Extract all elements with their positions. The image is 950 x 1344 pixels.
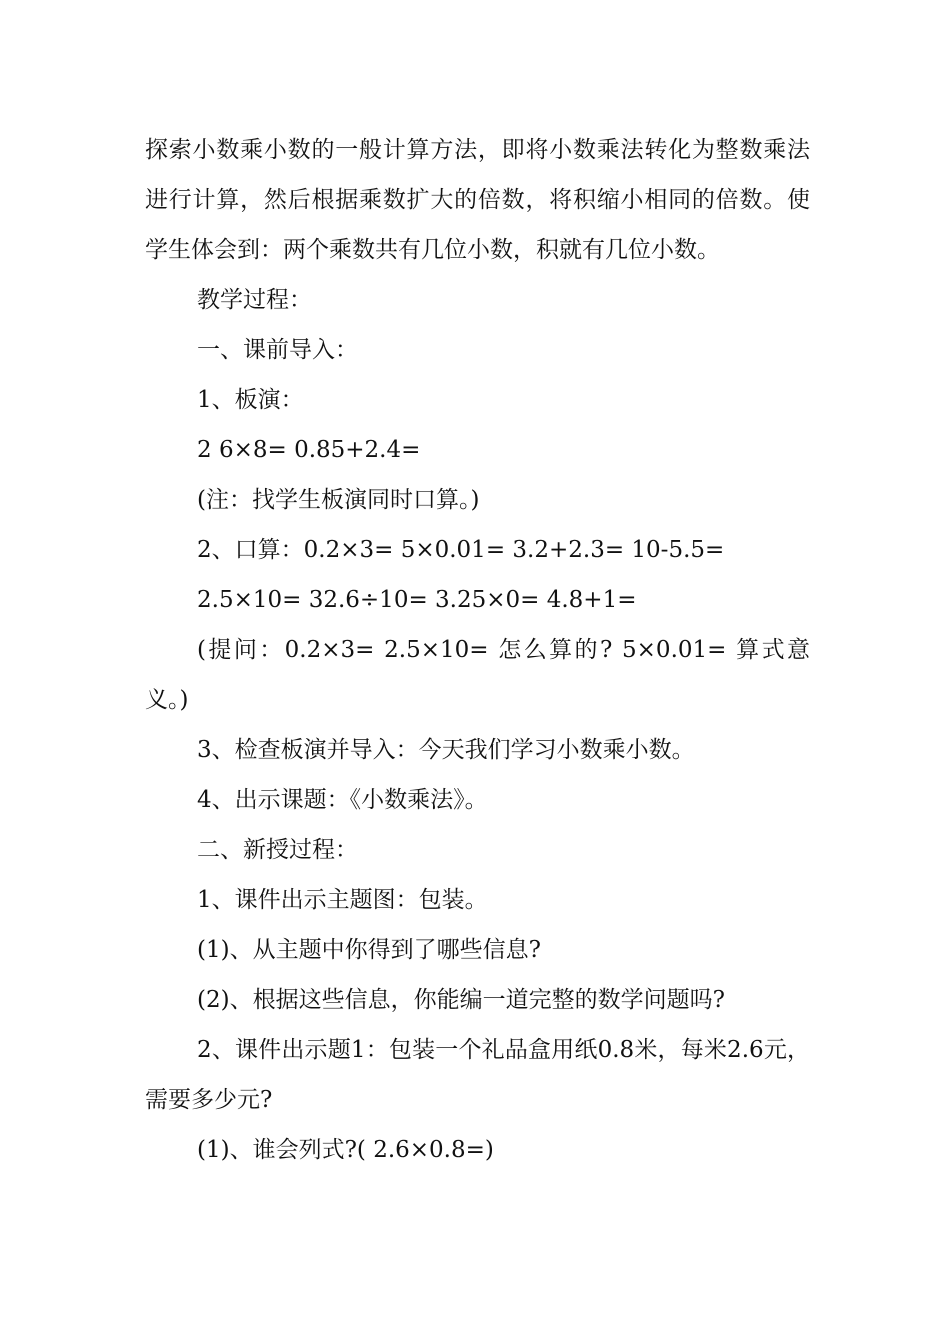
item-board-demo: 1、板演： xyxy=(197,387,304,413)
board-demo-expressions: 2 6×8= 0.85+2.4= xyxy=(197,437,421,463)
heading-new-lesson: 二、新授过程： xyxy=(197,837,358,863)
heading-pre-class-intro: 一、课前导入： xyxy=(197,337,358,363)
sub-item-information: (1)、从主题中你得到了哪些信息? xyxy=(197,937,541,963)
item-check-and-intro: 3、检查板演并导入：今天我们学习小数乘小数。 xyxy=(197,737,695,763)
item-show-topic: 4、出示课题：《小数乘法》。 xyxy=(197,787,488,813)
sub-item-write-expression: (1)、谁会列式?( 2.6×0.8=) xyxy=(197,1137,494,1163)
sub-item-compose-question: (2)、根据这些信息，你能编一道完整的数学问题吗? xyxy=(197,987,725,1013)
intro-paragraph: 探索小数乘小数的一般计算方法，即将小数乘法转化为整数乘法进行计算，然后根据乘数扩大的倍数，将积缩小相同的倍数。使学生体会到：两个乘数共有几位小数，积就有几位小数。 xyxy=(145,137,810,263)
section-teaching-process: 教学过程： xyxy=(197,287,312,313)
item-oral-calc: 2、口算：0.2×3= 5×0.01= 3.2+2.3= 10-5.5= xyxy=(197,537,725,563)
question-note: (提问：0.2×3= 2.5×10= 怎么算的? 5×0.01= 算式意义。) xyxy=(145,637,810,713)
board-demo-note: (注：找学生板演同时口算。) xyxy=(197,487,480,513)
oral-calc-expressions: 2.5×10= 32.6÷10= 3.25×0= 4.8+1= xyxy=(197,587,637,613)
item-problem-1: 2、课件出示题1：包装一个礼品盒用纸0.8米，每米2.6元，需要多少元? xyxy=(145,1037,810,1113)
item-theme-image: 1、课件出示主题图：包装。 xyxy=(197,887,488,913)
document-page xyxy=(145,125,810,1175)
